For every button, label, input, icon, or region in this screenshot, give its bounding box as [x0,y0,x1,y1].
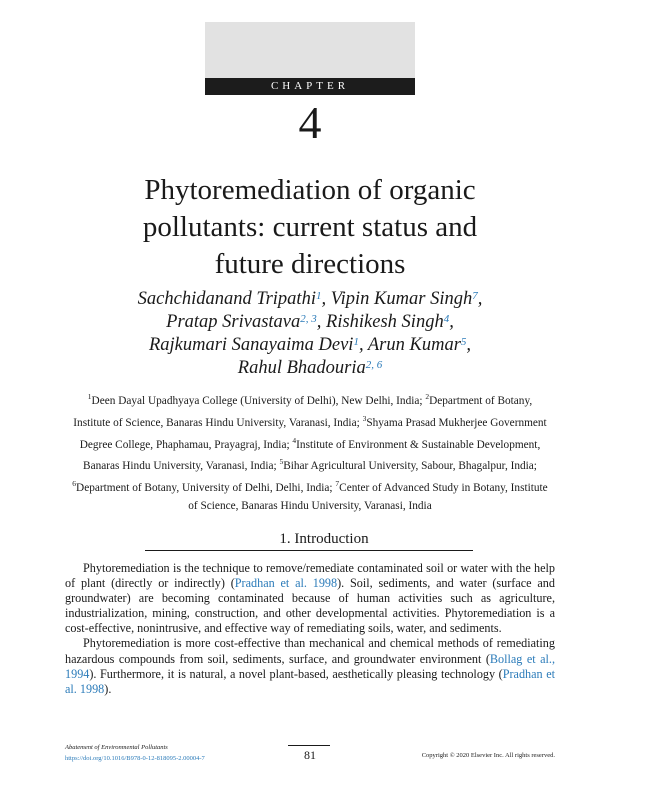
affiliation: Department of Botany, University of Delhi, Delhi, India; [76,481,336,494]
doi-link[interactable]: https://doi.org/10.1016/B978-0-12-818095-2.00004-7 [65,755,205,762]
author-list [80,288,540,380]
title-line: future directions [214,248,406,280]
affiliation: Bihar Agricultural University, Sabour, Bhagalpur, India; [283,460,537,473]
citation-link[interactable]: Bollag et al., 1994 [65,651,555,681]
author-name: Rahul Bhadouria [237,358,366,378]
footer-source [65,742,205,764]
intro-body [65,561,555,697]
page-number-rule [288,745,330,746]
affiliation: Center of Advanced Study in Botany, Institute of Science, Banaras Hindu University, Varanasi, India [188,481,548,512]
author-name: Arun Kumar [367,335,461,355]
author-line: Sachchidanand Tripathi$^1$, Vipin Kumar Singh$^7$, [137,289,483,309]
chapter-number: 4 [298,97,322,148]
author-affil-ref[interactable]: 4 [443,313,450,325]
affiliations: $^1$Deen Dayal Upadhyaya College (University of Delhi), New Delhi, India; $^2$Department of Botany, Institute of Science, Banaras Hindu University, Varanasi, India; $^3$Shyama Prasad Mukherjee Government Degree College, Phaphamau, Prayagraj, India; $^4$Institute of Environment & Sustainable Development, Banaras Hindu University, Varanasi, India; $^5$Bihar Agricultural University, Sabour, Bhagalpur, India; $^6$Department of Botany, University of Delhi, Delhi, India; $^7$Center of Advanced Study in Botany, Institute of Science, Banaras Hindu University, Varanasi, India [72,392,548,512]
paragraph: Phytoremediation is more cost-effective than mechanical and chemical methods of remediating hazardous compounds from soil, sediments, surface, and groundwater environment (Bollag et al., 1994). Furthermore, it is natural, a novel plant-based, aesthetically pleasing technology (Pradhan et al. 1998). [65,636,555,696]
author-name: Sachchidanand Tripathi [137,289,316,309]
copyright: Copyright © 2020 Elsevier Inc. All rights reserved. [421,752,555,759]
book-title: Abatement of Environmental Pollutants [65,744,168,751]
author-affil-ref[interactable]: 1 [353,336,359,348]
section-rule [145,550,473,551]
author-line: Pratap Srivastava$^{2, 3}$, Rishikesh Singh$^4$, [166,312,454,332]
affiliation: Institute of Environment & Sustainable Development, Banaras Hindu University, Varanasi, India; [83,438,541,473]
author-name: Rishikesh Singh [326,312,444,332]
chapter-header-block [205,22,415,78]
author-name: Pratap Srivastava [166,312,301,332]
affiliation: Department of Botany, Institute of Science, Banaras Hindu University, Varanasi, India; [73,394,533,429]
author-name: Rajkumari Sanayaima Devi [148,335,354,355]
author-line [80,357,540,380]
title-line: Phytoremediation of organic [144,174,476,206]
chapter-title [110,172,510,283]
author-name: Vipin Kumar Singh [330,289,473,309]
author-affil-ref[interactable]: 7 [472,290,478,302]
affiliation: Shyama Prasad Mukherjee Government Degree College, Phaphamau, Prayagraj, India; [79,416,547,451]
author-affil-ref[interactable]: 2, 6 [365,359,383,371]
author-affil-ref[interactable]: 1 [315,290,322,302]
author-affil-ref[interactable]: 2, 3 [300,313,317,325]
page-number: 81 [304,748,316,762]
author-line: Rajkumari Sanayaima Devi$^1$, Arun Kumar$^5$, [148,335,472,355]
author-affil-ref[interactable]: 5 [460,336,467,348]
section-heading: 1. Introduction [279,531,369,547]
citation-link[interactable]: Pradhan et al. 1998 [65,666,555,696]
paragraph: Phytoremediation is the technique to remove/remediate contaminated soil or water with the help of plant (directly or indirectly) (Pradhan et al. 1998). Soil, sediments, and water (surface and groundwater) are becoming contaminated because of human activities such as agriculture, industrialization, mining, construction, and other developmental activities. Phytoremediation is a cost-effective, nonintrusive, and effective way of remediating soils, water, and sediments. [65,561,555,636]
citation-link[interactable]: Pradhan et al. 1998 [234,576,338,591]
chapter-label: CHAPTER [205,78,415,95]
affiliation: Deen Dayal Upadhyaya College (University of Delhi), New Delhi, India; [91,394,426,407]
title-line: pollutants: current status and [142,211,478,243]
